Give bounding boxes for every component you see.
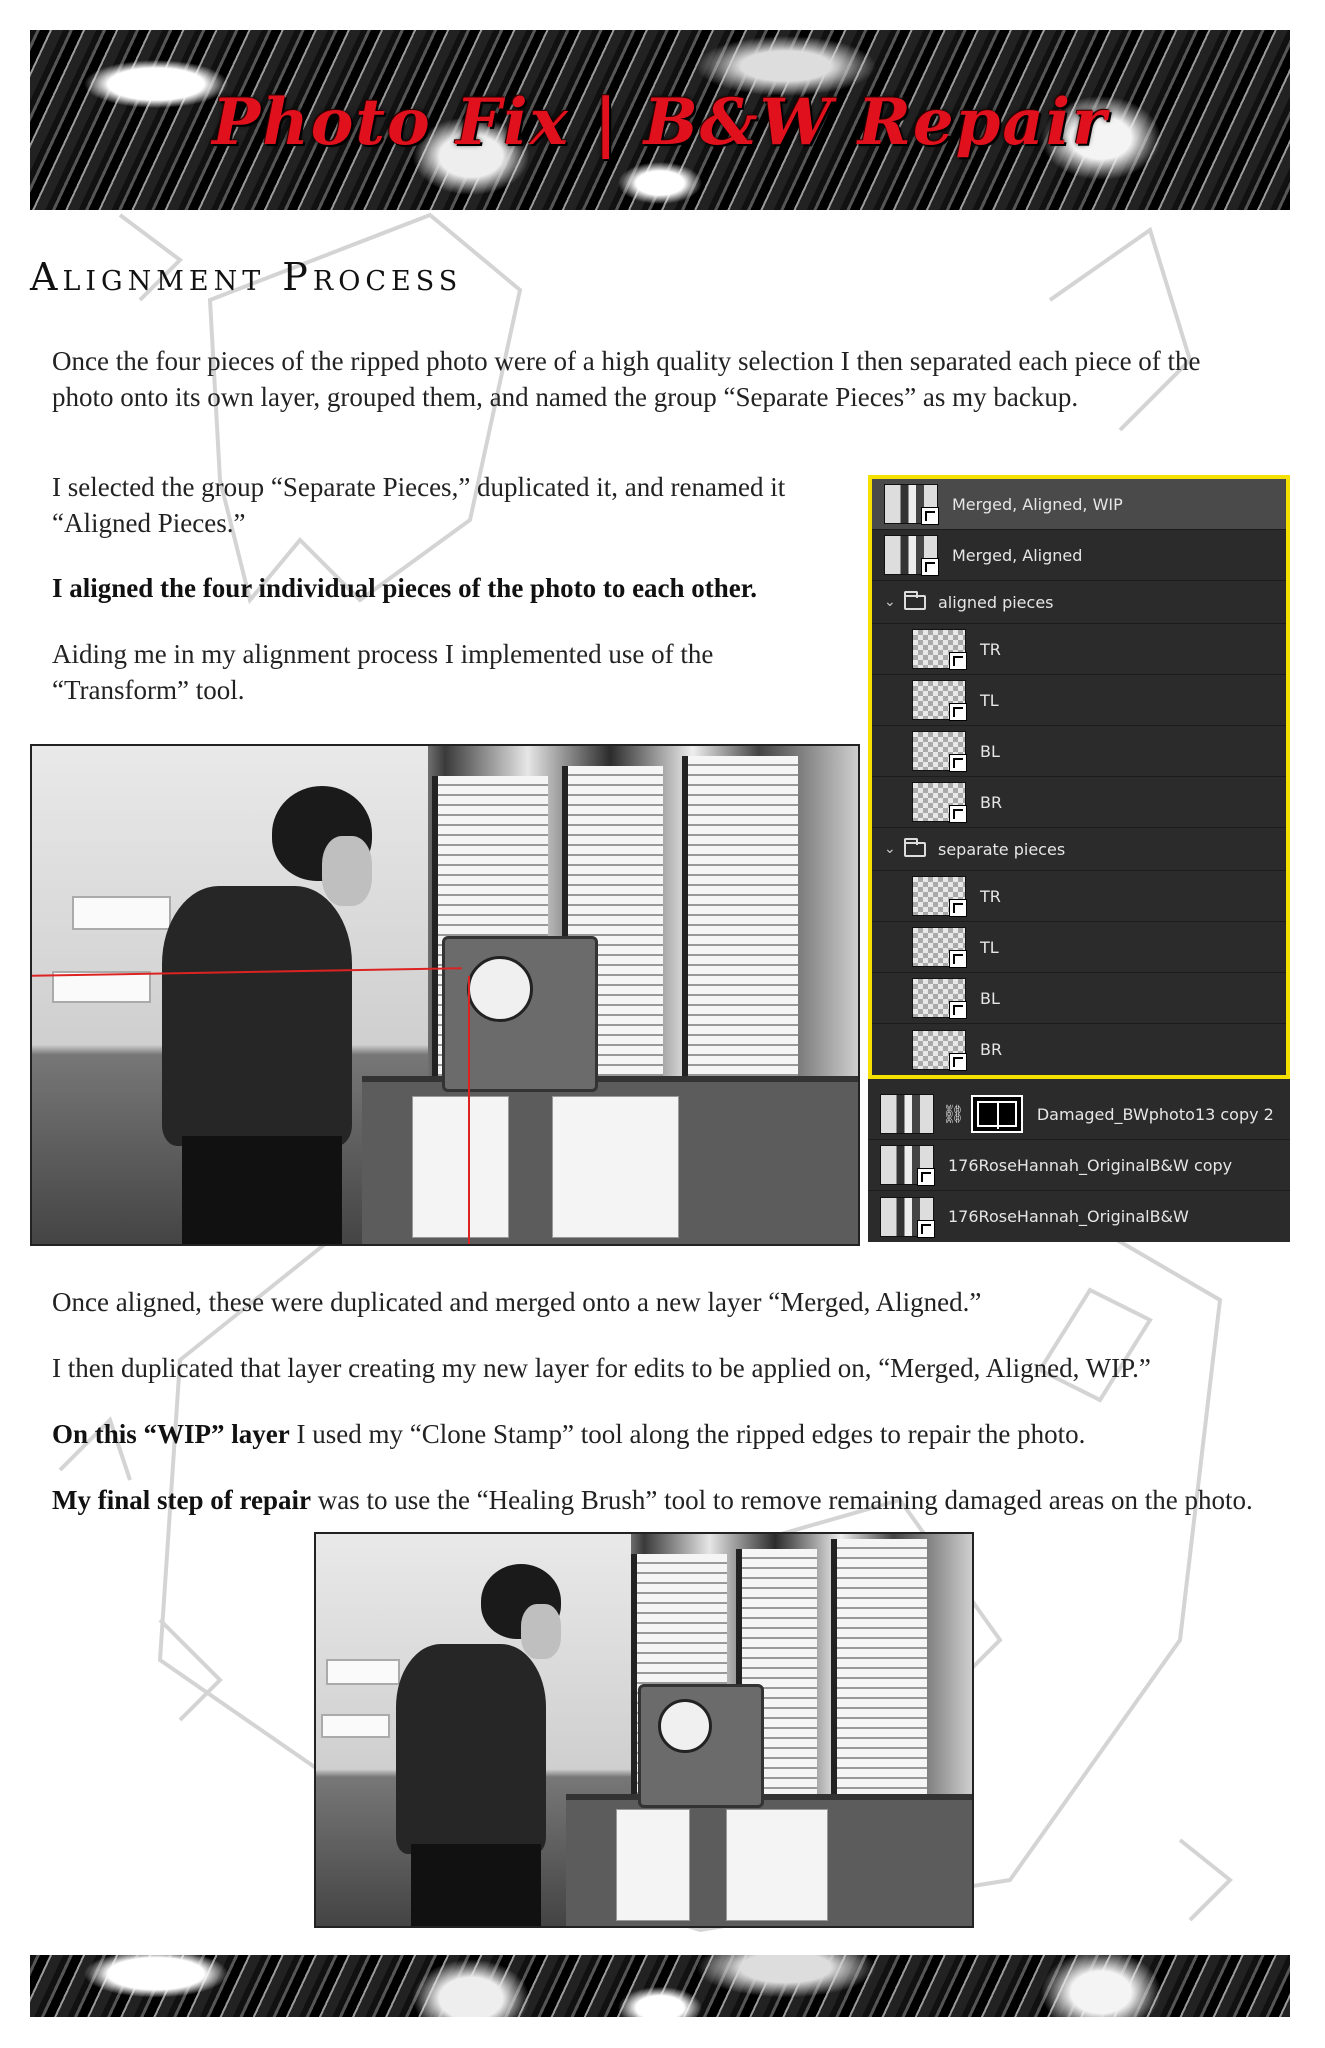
layer-name: TR xyxy=(980,886,1001,906)
layers-panel xyxy=(868,475,1290,1242)
paragraph-align-pieces xyxy=(52,570,842,606)
paragraph-duplicate-group: I selected the group “Separate Pieces,” duplicated it, and renamed it “Aligned Pieces.” xyxy=(52,472,786,538)
paragraph-wip-layer: I then duplicated that layer creating my new layer for edits to be applied on, “Merged, Aligned, WIP.” xyxy=(52,1353,1151,1383)
paragraph-merged: Once aligned, these were duplicated and merged onto a new layer “Merged, Aligned.” xyxy=(52,1287,982,1317)
folder-icon xyxy=(904,595,926,610)
smart-object-icon xyxy=(949,1053,967,1071)
layer-group-name: aligned pieces xyxy=(938,592,1054,612)
layer-name: Merged, Aligned, WIP xyxy=(952,494,1123,514)
smart-object-icon xyxy=(949,950,967,968)
layer-name: 176RoseHannah_OriginalB&W copy xyxy=(948,1155,1233,1175)
layer-thumbnail xyxy=(912,731,966,771)
layer-name: Merged, Aligned xyxy=(952,545,1083,565)
layer-row[interactable] xyxy=(872,1024,1286,1075)
clone-stamp-bold: On this “WIP” layer xyxy=(52,1419,290,1449)
photo-person-face xyxy=(521,1604,561,1659)
layer-name: 176RoseHannah_OriginalB&W xyxy=(948,1207,1189,1226)
smart-object-icon xyxy=(949,652,967,670)
smart-object-icon xyxy=(917,1168,935,1186)
layer-thumbnail xyxy=(912,629,966,669)
paragraph-transform-tool: Aiding me in my alignment process I implemented use of the “Transform” tool. xyxy=(52,639,714,705)
layer-thumbnail xyxy=(912,1030,966,1070)
photo-person-face xyxy=(322,836,372,906)
photo-person-shirt xyxy=(396,1644,546,1854)
section-title: Alignment Process xyxy=(30,255,463,299)
header-banner xyxy=(30,30,1290,210)
selected-layers-highlight xyxy=(868,475,1290,1079)
healing-brush-text: was to use the “Healing Brush” tool to remove remaining damaged areas on the photo. xyxy=(310,1485,1253,1515)
layer-row[interactable] xyxy=(872,479,1286,530)
align-pieces-bold: I aligned the four individual pieces of the photo to each other. xyxy=(52,573,758,603)
layer-name: Damaged_BWphoto13 copy 2 xyxy=(1036,1104,1274,1124)
layer-row[interactable] xyxy=(872,624,1286,675)
layer-row[interactable] xyxy=(872,777,1286,828)
chevron-down-icon[interactable]: ⌄ xyxy=(884,594,896,610)
photo-ceiling-light xyxy=(321,1714,390,1738)
layer-row[interactable] xyxy=(872,530,1286,581)
layer-name: BR xyxy=(980,1040,1003,1059)
layer-thumbnail xyxy=(912,782,966,822)
photo-ceiling-light xyxy=(326,1659,400,1685)
page-title: Photo Fix | B&W Repair xyxy=(212,85,1108,160)
photo-person-pants xyxy=(411,1844,541,1926)
layer-thumbnail xyxy=(912,978,966,1018)
layer-group-row[interactable] xyxy=(872,828,1286,871)
photo-paper xyxy=(726,1809,828,1921)
smart-object-icon xyxy=(921,507,939,525)
layer-row[interactable] xyxy=(868,1140,1290,1191)
layer-name: TL xyxy=(980,937,999,957)
layer-name: TL xyxy=(980,690,999,710)
photo-clock-face xyxy=(658,1699,712,1753)
photo-clock-face xyxy=(467,956,533,1022)
layer-row[interactable] xyxy=(872,922,1286,973)
layer-thumbnail xyxy=(884,484,938,524)
layer-thumbnail xyxy=(912,876,966,916)
repaired-photo xyxy=(314,1532,974,1928)
link-icon[interactable]: ⛓ xyxy=(942,1103,965,1125)
paragraph-healing-brush xyxy=(52,1482,1292,1518)
layer-name: TR xyxy=(980,639,1001,659)
layer-row[interactable] xyxy=(872,726,1286,777)
layer-row[interactable] xyxy=(872,973,1286,1024)
layer-name: BR xyxy=(980,792,1003,812)
healing-brush-bold: My final step of repair xyxy=(52,1485,311,1515)
smart-object-icon xyxy=(949,805,967,823)
photo-paper xyxy=(616,1809,690,1921)
smart-object-icon xyxy=(949,703,967,721)
folder-icon xyxy=(904,842,926,857)
layer-name: BL xyxy=(980,741,1000,761)
layer-thumbnail xyxy=(880,1197,934,1237)
paragraph-intro: Once the four pieces of the ripped photo were of a high quality selection I then separated each piece of the photo onto its own layer, grouped them, and named the group “Separate Pieces” as my backup. xyxy=(52,346,1201,412)
photo-paper xyxy=(412,1096,509,1238)
photo-person-shirt xyxy=(162,886,352,1146)
layer-row[interactable] xyxy=(868,1089,1290,1140)
layer-mask-thumbnail[interactable] xyxy=(971,1095,1023,1133)
layer-thumbnail xyxy=(912,680,966,720)
smart-object-icon xyxy=(949,899,967,917)
layer-thumbnail xyxy=(880,1094,934,1134)
layer-row[interactable] xyxy=(868,1191,1290,1242)
photo-person-pants xyxy=(182,1136,342,1246)
layer-row[interactable] xyxy=(872,871,1286,922)
photo-paper xyxy=(552,1096,679,1238)
photo-rip-line xyxy=(468,976,470,1246)
footer-banner xyxy=(30,1955,1290,2017)
photo-ceiling-light xyxy=(72,896,171,930)
paragraph-clone-stamp xyxy=(52,1416,1282,1452)
layer-thumbnail xyxy=(884,535,938,575)
aligned-photo xyxy=(30,744,860,1246)
layer-thumbnail xyxy=(880,1145,934,1185)
chevron-down-icon[interactable]: ⌄ xyxy=(884,841,896,857)
clone-stamp-text: I used my “Clone Stamp” tool along the ripped edges to repair the photo. xyxy=(289,1419,1086,1449)
layer-name: BL xyxy=(980,988,1000,1008)
smart-object-icon xyxy=(921,558,939,576)
layer-thumbnail xyxy=(912,927,966,967)
smart-object-icon xyxy=(949,1001,967,1019)
smart-object-icon xyxy=(949,754,967,772)
layer-group-row[interactable] xyxy=(872,581,1286,624)
layer-row[interactable] xyxy=(872,675,1286,726)
smart-object-icon xyxy=(917,1220,935,1238)
layer-group-name: separate pieces xyxy=(938,839,1066,859)
